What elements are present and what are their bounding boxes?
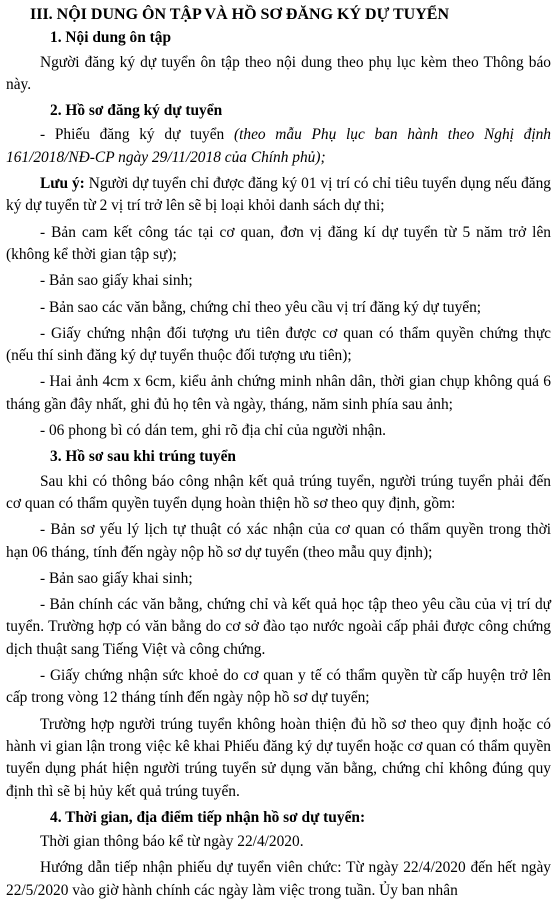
heading-time-location: 4. Thời gian, địa điểm tiếp nhận hồ sơ dự tuyển: — [50, 808, 366, 826]
paragraph: - 06 phong bì có dán tem, ghi rõ địa chỉ của người nhận. — [40, 422, 387, 440]
paragraph: - Bản cam kết công tác tại cơ quan, đơn vị đăng kí dự tuyển từ 5 năm trở lên (không kể thời gian tập sự); — [6, 223, 551, 263]
heading-post-selection-dossier: 3. Hồ sơ sau khi trúng tuyển — [50, 448, 236, 466]
text: Người dự tuyển chỉ được đăng ký 01 vị trí có chỉ tiêu tuyển dụng nếu đăng ký dự tuyển từ 2 vị trí trở lên sẽ bị loại khỏi danh sách dự thi; — [6, 175, 551, 215]
paragraph: Người đăng ký dự tuyển ôn tập theo nội dung theo phụ lục kèm theo Thông báo này. — [6, 53, 551, 93]
paragraph: - Hai ảnh 4cm x 6cm, kiểu ảnh chứng minh nhân dân, thời gian chụp không quá 6 tháng gần đây nhất, ghi đủ họ tên và ngày, tháng, năm sinh phía sau ảnh; — [6, 373, 551, 413]
paragraph: - Bản sao giấy khai sinh; — [40, 272, 193, 290]
paragraph — [6, 173, 551, 218]
paragraph: - Bản sao các văn bằng, chứng chỉ theo yêu cầu vị trí đăng ký dự tuyển; — [40, 298, 482, 316]
paragraph: - Bản chính các văn bằng, chứng chỉ và kết quả học tập theo yêu cầu của vị trí dự tuyển. Trường hợp có văn bằng do cơ sở đào tạo nước ngoài cấp phải được công chứng dịch thuật sang Tiếng Việt và công chứng. — [6, 596, 551, 658]
paragraph: Sau khi có thông báo công nhận kết quả trúng tuyển, người trúng tuyển phải đến cơ quan có thẩm quyền tuyển dụng hoàn thiện hồ sơ theo quy định, gồm: — [6, 472, 551, 512]
paragraph: - Bản sơ yếu lý lịch tự thuật có xác nhận của cơ quan có thẩm quyền trong thời hạn 06 tháng, tính đến ngày nộp hồ sơ dự tuyển (theo mẫu quy định); — [6, 521, 551, 561]
heading-review-content: 1. Nội dung ôn tập — [50, 29, 172, 47]
paragraph: Hướng dẫn tiếp nhận phiếu dự tuyển viên chức: Từ ngày 22/4/2020 đến hết ngày 22/5/2020 vào giờ hành chính các ngày làm việc trong tuần. Ủy ban nhân — [6, 859, 551, 899]
italic-text: (theo mẫu Phụ lục ban hành theo Nghị định 161/2018/NĐ-CP ngày 29/11/2018 của Chính phủ); — [6, 126, 551, 166]
paragraph: Thời gian thông báo kể từ ngày 22/4/2020. — [40, 833, 304, 851]
paragraph — [6, 124, 551, 169]
paragraph: Trường hợp người trúng tuyển không hoàn thiện đủ hồ sơ theo quy định hoặc có hành vi gian lận trong việc kê khai Phiếu đăng ký dự tuyển hoặc cơ quan có thẩm quyền tuyển dụng phát hiện người trúng tuyển sử dụng văn bằng, chứng chỉ không đúng quy định thì sẽ bị hủy kết quả trúng tuyển. — [6, 715, 551, 800]
note-label: Lưu ý: — [40, 175, 85, 193]
section-title: III. NỘI DUNG ÔN TẬP VÀ HỒ SƠ ĐĂNG KÝ DỰ TUYỂN — [30, 6, 450, 23]
text: - Phiếu đăng ký dự tuyển — [40, 126, 234, 144]
paragraph: - Giấy chứng nhận đối tượng ưu tiên được cơ quan có thẩm quyền chứng thực (nếu thí sinh đăng ký dự tuyển thuộc đối tượng ưu tiên); — [6, 324, 551, 365]
paragraph: - Giấy chứng nhận sức khoẻ do cơ quan y tế có thẩm quyền từ cấp huyện trở lên cấp trong vòng 12 tháng tính đến ngày nộp hồ sơ dự tuyển; — [6, 667, 551, 707]
heading-registration-dossier: 2. Hồ sơ đăng ký dự tuyển — [50, 102, 223, 120]
paragraph: - Bản sao giấy khai sinh; — [40, 569, 193, 587]
